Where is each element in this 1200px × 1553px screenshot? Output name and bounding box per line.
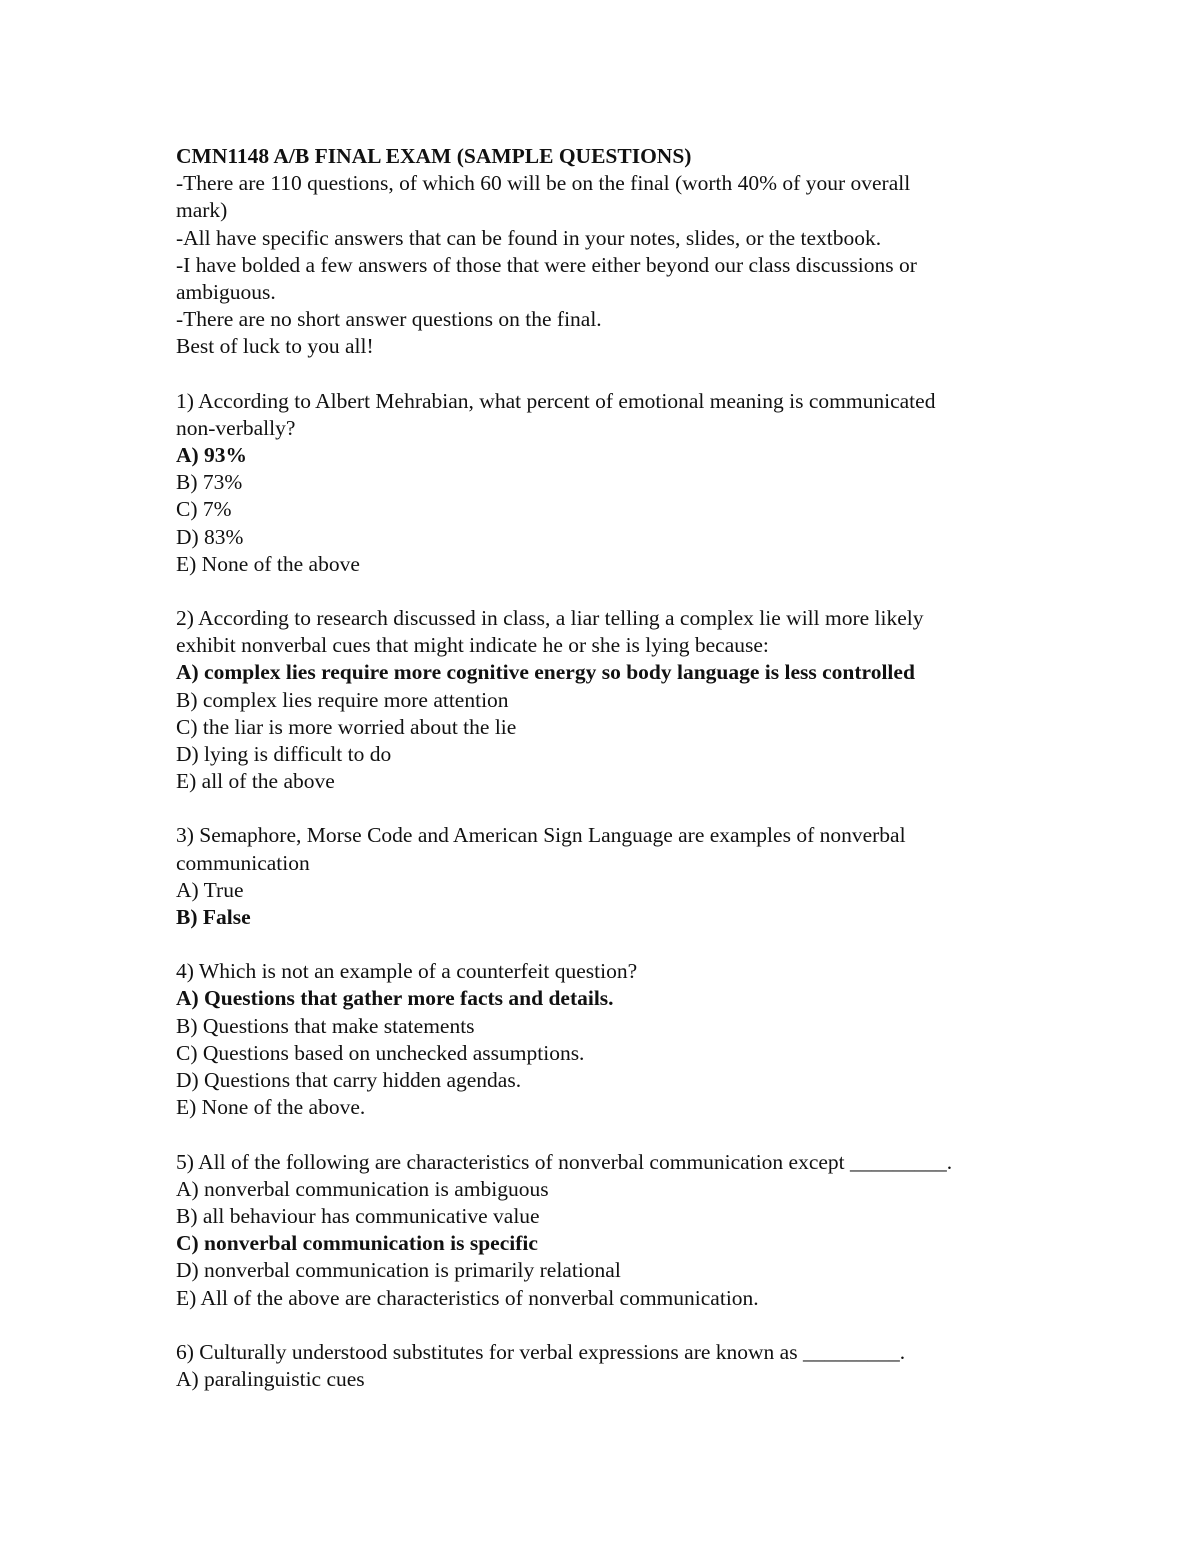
answer-option: A) True [176,877,244,902]
answer-option: E) None of the above [176,551,360,576]
answer-option-correct: A) Questions that gather more facts and details. [176,986,614,1011]
intro-line: mark) [176,198,228,223]
answer-option: B) all behaviour has communicative value [176,1203,540,1228]
question-2 [176,605,1016,795]
document-body [176,143,1016,1420]
answer-option: D) 83% [176,524,244,549]
answer-option: A) nonverbal communication is ambiguous [176,1176,549,1201]
answer-option: A) paralinguistic cues [176,1366,365,1391]
intro-line: -There are 110 questions, of which 60 will be on the final (worth 40% of your overall [176,171,911,196]
answer-option: C) the liar is more worried about the lie [176,714,517,739]
question-prompt: 5) All of the following are characteristics of nonverbal communication except _________. [176,1149,953,1174]
question-prompt: non-verbally? [176,415,296,440]
exam-intro [176,143,1016,361]
answer-option-correct: A) complex lies require more cognitive energy so body language is less controlled [176,660,915,685]
answer-option: E) None of the above. [176,1095,366,1120]
question-1 [176,388,1016,578]
answer-option: B) 73% [176,470,243,495]
intro-line: -There are no short answer questions on the final. [176,307,602,332]
answer-option: C) Questions based on unchecked assumptions. [176,1040,585,1065]
intro-line: -All have specific answers that can be found in your notes, slides, or the textbook. [176,225,882,250]
answer-option: D) nonverbal communication is primarily relational [176,1258,621,1283]
question-prompt: 2) According to research discussed in class, a liar telling a complex lie will more likely [176,606,924,631]
question-prompt: 3) Semaphore, Morse Code and American Sign Language are examples of nonverbal [176,823,906,848]
answer-option: E) all of the above [176,769,335,794]
question-3 [176,822,1016,931]
exam-title: CMN1148 A/B FINAL EXAM (SAMPLE QUESTIONS) [176,144,692,168]
intro-line: -I have bolded a few answers of those that were either beyond our class discussions or [176,252,917,277]
answer-option: D) Questions that carry hidden agendas. [176,1068,522,1093]
answer-option: D) lying is difficult to do [176,742,392,767]
question-prompt: 1) According to Albert Mehrabian, what percent of emotional meaning is communicated [176,388,936,413]
answer-option: C) 7% [176,497,232,522]
question-prompt: 6) Culturally understood substitutes for verbal expressions are known as _________. [176,1339,906,1364]
intro-line: Best of luck to you all! [176,334,374,359]
answer-option-correct: B) False [176,905,251,930]
answer-option-correct: C) nonverbal communication is specific [176,1231,538,1256]
answer-option: E) All of the above are characteristics of nonverbal communication. [176,1285,759,1310]
question-prompt: 4) Which is not an example of a counterfeit question? [176,959,638,984]
question-4 [176,958,1016,1121]
question-5 [176,1149,1016,1312]
answer-option: B) Questions that make statements [176,1013,475,1038]
intro-line: ambiguous. [176,280,276,305]
question-6 [176,1339,1016,1393]
answer-option-correct: A) 93% [176,443,248,468]
answer-option: B) complex lies require more attention [176,687,509,712]
question-prompt: exhibit nonverbal cues that might indicate he or she is lying because: [176,633,769,658]
question-prompt: communication [176,850,310,875]
